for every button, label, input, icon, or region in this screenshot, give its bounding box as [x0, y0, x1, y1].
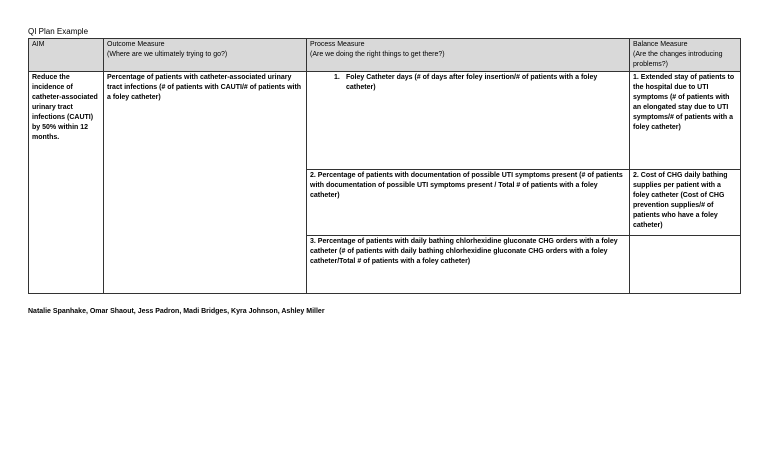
process-measure-1-number: 1. [334, 74, 340, 81]
qi-plan-table [28, 38, 741, 294]
table-row [29, 72, 741, 170]
process-measure-3: 3. Percentage of patients with daily bathing chlorhexidine gluconate CHG orders with a foley catheter (# of patients with daily bathing chlorhexidine gluconate CHG orders with a foley catheter/Total # of patients with a foley catheter) [307, 236, 630, 294]
process-measure-2: 2. Percentage of patients with documentation of possible UTI symptoms present (# of patients with documentation of possible UTI symptoms present / Total # of patients with a foley catheter) [307, 170, 630, 236]
header-balance-measure: Balance Measure (Are the changes introducing problems?) [630, 39, 741, 72]
document-title: QI Plan Example [28, 27, 89, 36]
outcome-measure-cell: Percentage of patients with catheter-associated urinary tract infections (# of patients with CAUTI/# of patients with a foley catheter) [104, 72, 307, 294]
header-process-measure: Process Measure (Are we doing the right things to get there?) [307, 39, 630, 72]
header-outcome-measure: Outcome Measure (Where are we ultimately trying to go?) [104, 39, 307, 72]
process-measure-1 [307, 72, 630, 170]
balance-measure-1: 1. Extended stay of patients to the hospital due to UTI symptoms (# of patients with an elongated stay due to UTI symptoms/# of patients with a foley catheter) [630, 72, 741, 170]
header-aim: AIM [29, 39, 104, 72]
aim-cell: Reduce the incidence of catheter-associated urinary tract infections (CAUTI) by 50% within 12 months. [29, 72, 104, 294]
balance-measure-3 [630, 236, 741, 294]
process-measure-1-text: Foley Catheter days (# of days after foley insertion/# of patients with a foley catheter) [346, 74, 598, 91]
balance-measure-2: 2. Cost of CHG daily bathing supplies per patient with a foley catheter (Cost of CHG prevention supplies/# of patients who have a foley catheter) [630, 170, 741, 236]
table-header-row [29, 39, 741, 72]
author-list: Natalie Spanhake, Omar Shaout, Jess Padron, Madi Bridges, Kyra Johnson, Ashley Miller [28, 308, 325, 315]
